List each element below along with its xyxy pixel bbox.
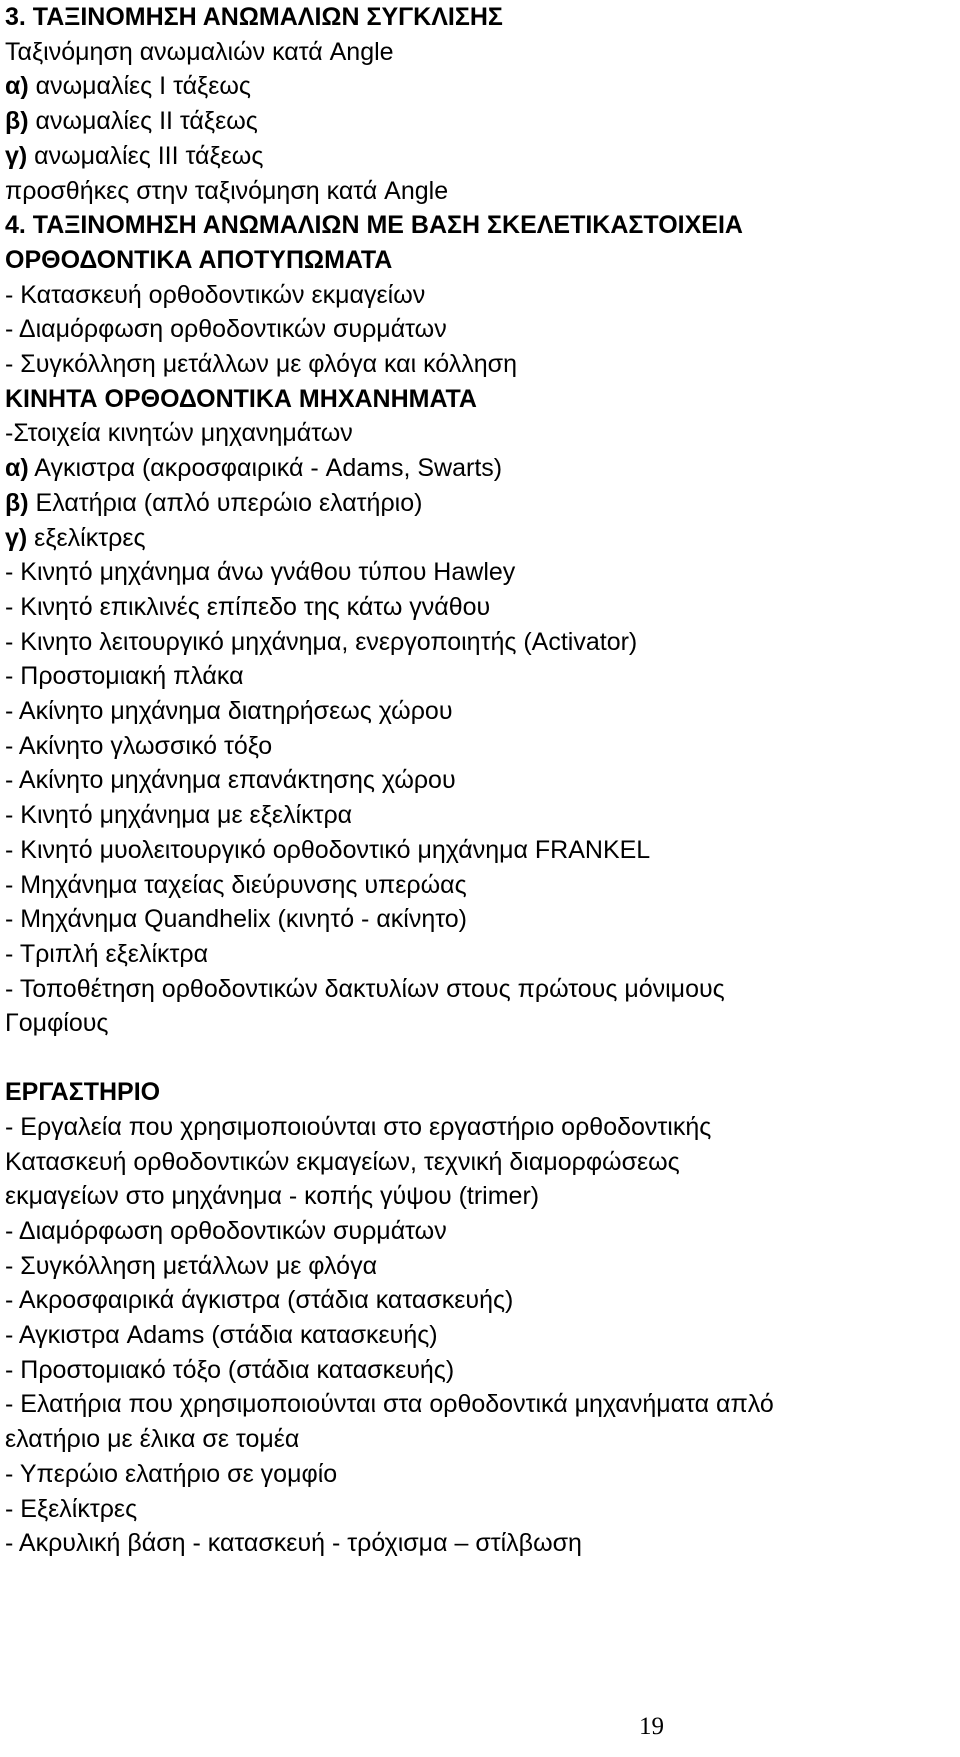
list-item: - Υπερώιο ελατήριο σε γομφίο [5,1459,338,1488]
list-item: - Τριπλή εξελίκτρα [5,939,209,968]
page-number: 19 [639,1713,664,1740]
lab-heading: ΕΡΓΑΣΤΗΡΙΟ [5,1078,161,1107]
list-marker: γ) [5,523,28,552]
list-item: - Ακρυλική βάση - κατασκευή - τρόχισμα – στίλβωση [5,1529,582,1558]
list-item: - Διαμόρφωση ορθοδοντικών συρμάτων [5,1216,447,1245]
list-item [5,139,955,174]
list-item-text: εξελίκτρες [27,523,146,552]
list-item-continuation: Γομφίους [5,1009,109,1038]
list-item: - Μηχάνημα ταχείας διεύρυνσης υπερώας [5,870,467,899]
list-item: - Διαμόρφωση ορθοδοντικών συρμάτων [5,315,447,344]
section-spacer [5,1041,955,1075]
section-3-intro: Ταξινόμηση ανωμαλιών κατά Angle [5,37,394,66]
list-item-text: Ελατήρια (απλό υπερώιο ελατήριο) [28,488,423,517]
list-item: - Ελατήρια που χρησιμοποιούνται στα ορθοδοντικά μηχανήματα απλό [5,1390,774,1419]
list-item: - Προστομιακή πλάκα [5,662,244,691]
list-item: - Συγκόλληση μετάλλων με φλόγα [5,1251,378,1280]
document-body [5,0,955,1561]
list-item: - Προστομιακό τόξο (στάδια κατασκευής) [5,1355,455,1384]
list-item: - Ακίνητο μηχάνημα επανάκτησης χώρου [5,766,456,795]
impressions-subheading: ΟΡΘΟΔΟΝΤΙΚΑ ΑΠΟΤΥΠΩΜΑΤΑ [5,245,393,274]
section-3-heading: 3. ΤΑΞΙΝΟΜΗΣΗ ΑΝΩΜΑΛΙΩΝ ΣΥΓΚΛΙΣΗΣ [5,3,503,31]
list-item: - Συγκόλληση μετάλλων με φλόγα και κόλληση [5,350,517,379]
list-item: - Κινητό επικλινές επίπεδο της κάτω γνάθου [5,592,491,621]
list-marker: β) [5,488,29,517]
list-item: - Εργαλεία που χρησιμοποιούνται στο εργαστήριο ορθοδοντικής [5,1112,712,1141]
list-item-continuation: Κατασκευή ορθοδοντικών εκμαγείων, τεχνική διαμορφώσεως [5,1147,680,1176]
elements-intro: -Στοιχεία κινητών μηχανημάτων [5,419,353,448]
list-item [5,104,955,139]
list-marker: α) [5,454,29,483]
list-item: - Αγκιστρα Adams (στάδια κατασκευής) [5,1321,438,1350]
list-item: - Κινητό μυολειτουργικό ορθοδοντικό μηχάνημα FRANKEL [5,835,651,864]
list-item-text: ανωμαλίες ΙΙΙ τάξεως [27,141,264,170]
list-item: - Ακίνητο γλωσσικό τόξο [5,731,273,760]
list-item [5,521,955,556]
list-item-continuation: εκμαγείων στο μηχάνημα - κοπής γύψου (trimer) [5,1182,540,1211]
list-item: - Μηχάνημα Quandhelix (κινητό - ακίνητο) [5,905,467,934]
list-item-text: ανωμαλίες ΙΙ τάξεως [28,107,258,136]
list-item [5,486,955,521]
list-item: - Κινητό μηχάνημα άνω γνάθου τύπου Hawley [5,558,516,587]
list-item: - Ακίνητο μηχάνημα διατηρήσεως χώρου [5,697,453,726]
list-marker: γ) [5,141,28,170]
list-item [5,69,955,104]
removable-appliances-subheading: ΚΙΝΗΤΑ ΟΡΘΟΔΟΝΤΙΚΑ ΜΗΧΑΝΗΜΑΤΑ [5,384,477,413]
list-item: - Κινητο λειτουργικό μηχάνημα, ενεργοποιητής (Activator) [5,627,638,656]
list-item: - Ακροσφαιρικά άγκιστρα (στάδια κατασκευής) [5,1286,514,1315]
list-item: - Εξελίκτρες [5,1494,138,1523]
list-item-continuation: ελατήριο με έλικα σε τομέα [5,1425,300,1454]
list-item [5,451,955,486]
list-item: - Κινητό μηχάνημα με εξελίκτρα [5,801,353,830]
section-4-heading: 4. ΤΑΞΙΝΟΜΗΣΗ ΑΝΩΜΑΛΙΩΝ ΜΕ ΒΑΣΗ ΣΚΕΛΕΤΙΚΑΣΤΟΙΧΕΙΑ [5,211,743,240]
list-item-text: ανωμαλίες Ι τάξεως [28,72,251,101]
list-item: - Τοποθέτηση ορθοδοντικών δακτυλίων στους πρώτους μόνιμους [5,974,725,1003]
section-3-note: προσθήκες στην ταξινόμηση κατά Angle [5,176,449,205]
list-marker: β) [5,107,29,136]
list-item: - Κατασκευή ορθοδοντικών εκμαγείων [5,280,426,309]
list-item-text: Αγκιστρα (ακροσφαιρικά - Adams, Swarts) [28,454,503,483]
list-marker: α) [5,72,29,101]
